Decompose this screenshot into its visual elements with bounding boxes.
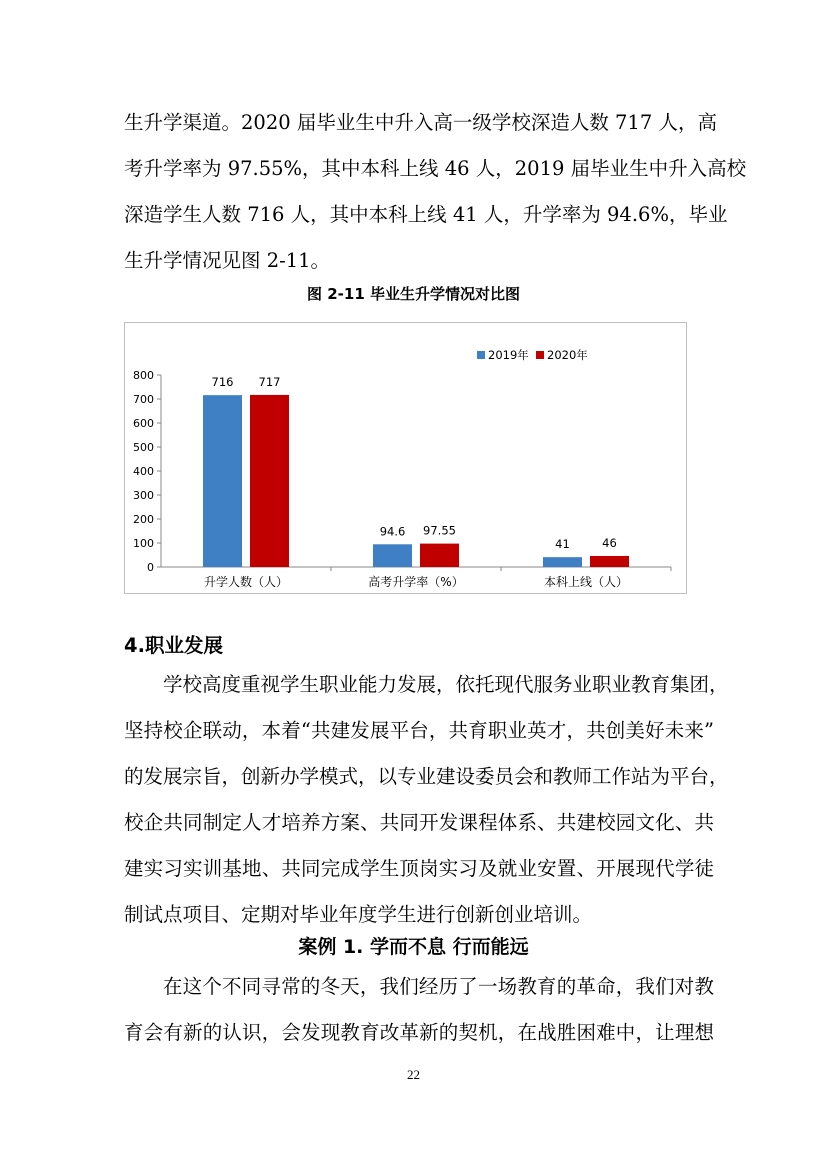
case-title: 案例 1. 学而不息 行而能远 bbox=[298, 936, 529, 958]
legend-label: 2019年 bbox=[488, 348, 529, 362]
data-label: 97.55 bbox=[423, 523, 456, 538]
page-number: 22 bbox=[407, 1067, 420, 1082]
bar-2020 bbox=[420, 544, 459, 567]
bar-2020 bbox=[250, 395, 289, 567]
chart-canvas bbox=[125, 323, 688, 595]
x-tick-label: 高考升学率（%） bbox=[368, 575, 464, 589]
text-line: 深造学生人数 716 人，其中本科上线 41 人，升学率为 94.6%，毕业 bbox=[124, 203, 728, 226]
y-tick-label: 600 bbox=[133, 417, 154, 430]
x-tick-label: 升学人数（人） bbox=[203, 575, 289, 589]
text-line: 考升学率为 97.55%，其中本科上线 46 人，2019 届毕业生中升入高校 bbox=[124, 157, 747, 180]
text-line: 育会有新的认识，会发现教育改革新的契机，在战胜困难中，让理想 bbox=[124, 1021, 714, 1044]
y-tick-label: 400 bbox=[133, 465, 154, 478]
text-line: 校企共同制定人才培养方案、共同开发课程体系、共建校园文化、共 bbox=[124, 811, 714, 834]
bar-2020 bbox=[590, 556, 629, 567]
bar-chart bbox=[124, 322, 687, 594]
legend-label: 2020年 bbox=[547, 348, 588, 362]
paragraph-career-development bbox=[124, 662, 729, 938]
text-line: 生升学渠道。2020 届毕业生中升入高一级学校深造人数 717 人，高 bbox=[124, 111, 717, 134]
data-label: 46 bbox=[602, 535, 617, 550]
text-line: 制试点项目、定期对毕业年度学生进行创新创业培训。 bbox=[124, 903, 593, 926]
section-heading: 4.职业发展 bbox=[124, 634, 223, 657]
y-tick-label: 100 bbox=[133, 537, 154, 550]
paragraph-case bbox=[124, 964, 714, 1056]
bar-2019 bbox=[373, 544, 412, 567]
bar-2019 bbox=[543, 557, 582, 567]
text-line: 学校高度重视学生职业能力发展，依托现代服务业职业教育集团， bbox=[163, 673, 729, 696]
bar-2019 bbox=[203, 395, 242, 567]
data-label: 94.6 bbox=[379, 524, 406, 539]
text-line: 的发展宗旨，创新办学模式，以专业建设委员会和教师工作站为平台， bbox=[124, 765, 729, 788]
legend-swatch bbox=[536, 351, 544, 359]
text-line: 坚持校企联动，本着“共建发展平台，共育职业英才，共创美好未来” bbox=[124, 719, 714, 742]
x-tick-label: 本科上线（人） bbox=[543, 575, 629, 589]
y-tick-label: 200 bbox=[133, 513, 154, 526]
data-label: 41 bbox=[555, 537, 570, 552]
y-tick-label: 700 bbox=[133, 393, 154, 406]
y-tick-label: 0 bbox=[147, 561, 154, 574]
y-tick-label: 500 bbox=[133, 441, 154, 454]
data-label: 717 bbox=[258, 374, 281, 389]
data-label: 716 bbox=[211, 375, 234, 390]
figure-title: 图 2-11 毕业生升学情况对比图 bbox=[307, 285, 520, 303]
text-line: 生升学情况见图 2-11。 bbox=[124, 249, 331, 272]
y-tick-label: 300 bbox=[133, 489, 154, 502]
legend-swatch bbox=[477, 351, 485, 359]
text-line: 在这个不同寻常的冬天，我们经历了一场教育的革命，我们对教 bbox=[163, 975, 714, 998]
y-tick-label: 800 bbox=[133, 369, 154, 382]
paragraph-graduates bbox=[124, 100, 747, 284]
text-line: 建实习实训基地、共同完成学生顶岗实习及就业安置、开展现代学徒 bbox=[124, 857, 714, 880]
